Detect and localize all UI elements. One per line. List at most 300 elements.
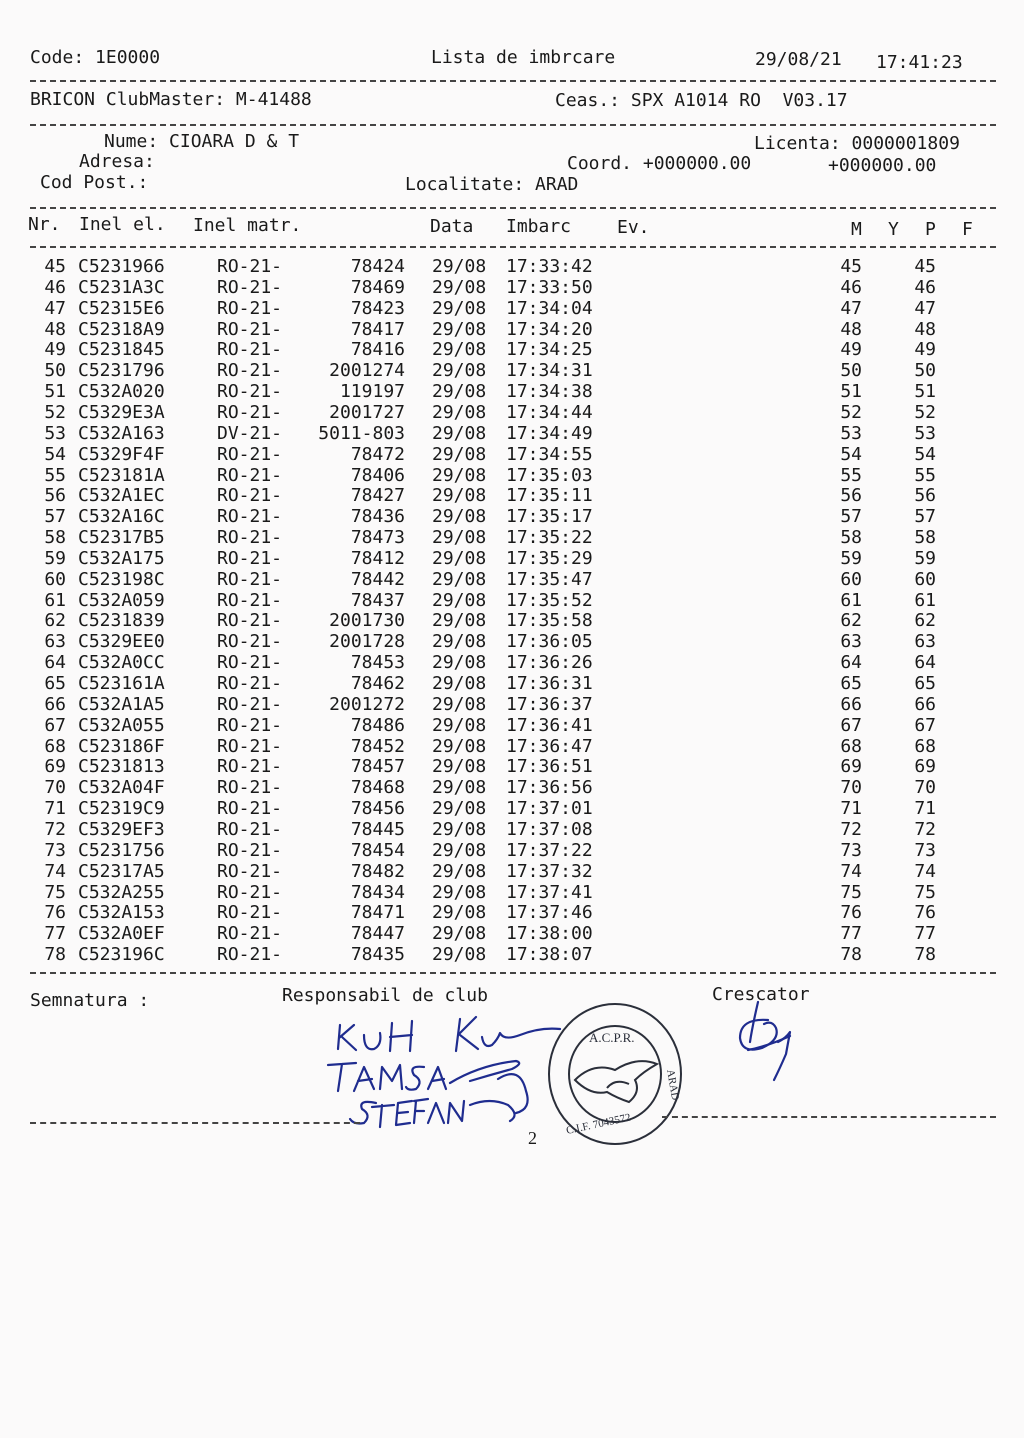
row-m: 60 (840, 568, 862, 590)
row-ring-prefix: RO-21- (217, 631, 283, 653)
row-ring-prefix: RO-21- (217, 902, 283, 924)
row-nr: 68 (44, 735, 66, 757)
row-inel-el: C532A055 (78, 714, 165, 736)
row-ring-number: 78452 (350, 735, 405, 757)
row-ring-number: 78472 (350, 443, 405, 465)
row-ring-number: 78423 (350, 297, 405, 319)
row-date: 29/08 (432, 339, 487, 361)
row-date: 29/08 (432, 902, 487, 924)
table-row (0, 819, 1024, 840)
row-m: 71 (840, 798, 862, 820)
signature-stroke (372, 1105, 394, 1127)
row-date: 29/08 (432, 673, 487, 694)
row-date: 29/08 (432, 422, 487, 444)
row-date: 29/08 (432, 923, 487, 945)
table-row (0, 569, 1024, 590)
row-inel-el: C532A020 (78, 381, 165, 403)
row-ring-prefix: RO-21- (217, 735, 283, 757)
row-p: 54 (914, 443, 936, 465)
row-time: 17:37:22 (506, 839, 593, 861)
pigeon-wing (607, 1082, 629, 1088)
row-ring-number: 2001274 (329, 360, 405, 382)
separator-line (30, 972, 996, 974)
row-ring-prefix: RO-21- (217, 839, 283, 861)
row-date: 29/08 (432, 839, 487, 861)
table-row (0, 652, 1024, 673)
row-ring-prefix: RO-21- (217, 443, 283, 465)
row-m: 61 (840, 589, 862, 611)
table-row (0, 339, 1024, 360)
row-inel-el: C5329E3A (78, 401, 165, 423)
row-inel-el: C52319C9 (78, 798, 165, 820)
row-m: 52 (840, 401, 862, 423)
row-inel-el: C52318A9 (78, 318, 165, 340)
row-nr: 56 (44, 485, 66, 507)
row-inel-el: C52317B5 (78, 527, 165, 549)
table-row (0, 673, 1024, 694)
row-m: 45 (840, 256, 862, 277)
row-m: 74 (840, 860, 862, 882)
row-p: 61 (914, 589, 936, 611)
row-m: 70 (840, 777, 862, 799)
table-row (0, 319, 1024, 340)
row-ring-number: 78456 (350, 798, 405, 820)
page-number: 2 (528, 1128, 537, 1148)
col-ev: Ev. (617, 217, 650, 238)
row-inel-el: C532A163 (78, 422, 165, 444)
separator-line (30, 80, 996, 82)
row-inel-el: C5231A3C (78, 276, 165, 298)
row-time: 17:36:51 (506, 756, 593, 778)
row-ring-number: 78473 (350, 527, 405, 549)
row-date: 29/08 (432, 610, 487, 632)
row-p: 62 (914, 610, 936, 632)
row-ring-number: 2001727 (329, 401, 405, 423)
row-inel-el: C5329EF3 (78, 818, 165, 840)
table-row (0, 882, 1024, 903)
row-date: 29/08 (432, 256, 487, 277)
row-date: 29/08 (432, 652, 487, 674)
row-p: 76 (914, 902, 936, 924)
row-inel-el: C5231796 (78, 360, 165, 382)
stamp-bottom-text: C.I.F. 7043572 (565, 1111, 632, 1137)
row-m: 66 (840, 693, 862, 715)
col-imbarc: Imbarc (506, 216, 572, 237)
row-nr: 76 (44, 902, 66, 924)
row-nr: 50 (44, 360, 66, 382)
table-row (0, 631, 1024, 652)
row-inel-el: C523186F (78, 735, 165, 757)
row-m: 76 (840, 902, 862, 924)
signature-stroke (450, 1061, 519, 1083)
signature-stroke (354, 1067, 374, 1091)
row-nr: 60 (44, 568, 66, 590)
col-inel-el: Inel el. (79, 214, 166, 235)
row-p: 53 (914, 422, 936, 444)
code-label: Code: 1E0000 (30, 47, 161, 68)
table-row (0, 590, 1024, 611)
row-ring-number: 5011-803 (318, 422, 405, 444)
row-ring-prefix: RO-21- (217, 693, 283, 715)
row-m: 51 (840, 381, 862, 403)
row-m: 67 (840, 714, 862, 736)
row-date: 29/08 (432, 881, 487, 903)
row-time: 17:36:31 (506, 673, 593, 694)
row-inel-el: C523161A (78, 673, 165, 694)
row-ring-prefix: RO-21- (217, 297, 283, 319)
row-time: 17:37:08 (506, 818, 593, 840)
col-inel-matr: Inel matr. (193, 215, 302, 236)
row-ring-prefix: RO-21- (217, 610, 283, 632)
print-time: 17:41:23 (876, 52, 963, 73)
separator-line (30, 207, 996, 209)
row-m: 59 (840, 547, 862, 569)
row-nr: 58 (44, 527, 66, 549)
row-p: 68 (914, 735, 936, 757)
row-nr: 48 (44, 318, 66, 340)
table-row (0, 902, 1024, 923)
separator-line (30, 124, 996, 126)
row-ring-prefix: RO-21- (217, 339, 283, 361)
print-date: 29/08/21 (755, 49, 842, 70)
row-ring-prefix: RO-21- (217, 881, 283, 903)
row-inel-el: C532A1A5 (78, 693, 165, 715)
row-m: 65 (840, 673, 862, 694)
row-p: 72 (914, 818, 936, 840)
row-ring-prefix: RO-21- (217, 944, 283, 966)
row-ring-number: 78453 (350, 652, 405, 674)
table-row (0, 923, 1024, 944)
row-ring-number: 2001272 (329, 693, 405, 715)
signature-stroke (390, 1021, 412, 1051)
row-nr: 65 (44, 673, 66, 694)
row-date: 29/08 (432, 860, 487, 882)
row-inel-el: C5231845 (78, 339, 165, 361)
row-nr: 61 (44, 589, 66, 611)
row-m: 68 (840, 735, 862, 757)
row-p: 51 (914, 381, 936, 403)
breeder-label: Crescator (712, 984, 810, 1005)
club-stamp (545, 1000, 685, 1150)
row-ring-prefix: RO-21- (217, 798, 283, 820)
signature-stroke (406, 1067, 424, 1090)
row-ring-prefix: DV-21- (217, 422, 283, 444)
row-ring-number: 78417 (350, 318, 405, 340)
row-ring-number: 78424 (350, 256, 405, 277)
row-inel-el: C5231966 (78, 256, 165, 277)
row-p: 63 (914, 631, 936, 653)
row-date: 29/08 (432, 381, 487, 403)
row-p: 64 (914, 652, 936, 674)
row-m: 53 (840, 422, 862, 444)
row-time: 17:36:56 (506, 777, 593, 799)
row-m: 73 (840, 839, 862, 861)
signature-stroke (740, 1020, 777, 1050)
row-date: 29/08 (432, 631, 487, 653)
row-ring-prefix: RO-21- (217, 777, 283, 799)
row-time: 17:36:05 (506, 631, 593, 653)
table-row (0, 527, 1024, 548)
row-time: 17:38:00 (506, 923, 593, 945)
row-m: 47 (840, 297, 862, 319)
signature-stroke (428, 1067, 446, 1089)
row-time: 17:36:26 (506, 652, 593, 674)
row-nr: 51 (44, 381, 66, 403)
row-inel-el: C5231813 (78, 756, 165, 778)
row-inel-el: C532A059 (78, 589, 165, 611)
row-ring-prefix: RO-21- (217, 485, 283, 507)
row-p: 60 (914, 568, 936, 590)
row-nr: 75 (44, 881, 66, 903)
row-p: 74 (914, 860, 936, 882)
table-row (0, 861, 1024, 882)
row-time: 17:35:11 (506, 485, 593, 507)
clock-label: Ceas.: SPX A1014 RO V03.17 (555, 90, 848, 111)
row-m: 55 (840, 464, 862, 486)
row-p: 77 (914, 923, 936, 945)
row-ring-number: 78468 (350, 777, 405, 799)
row-time: 17:37:46 (506, 902, 593, 924)
row-ring-prefix: RO-21- (217, 589, 283, 611)
row-time: 17:37:41 (506, 881, 593, 903)
row-p: 57 (914, 506, 936, 528)
table-row (0, 277, 1024, 298)
row-inel-el: C532A255 (78, 881, 165, 903)
row-date: 29/08 (432, 360, 487, 382)
address-label: Adresa: (79, 151, 155, 172)
signature-stroke (456, 1017, 478, 1051)
row-nr: 45 (44, 256, 66, 277)
row-m: 49 (840, 339, 862, 361)
row-time: 17:34:25 (506, 339, 593, 361)
row-time: 17:38:07 (506, 944, 593, 966)
table-row (0, 756, 1024, 777)
row-nr: 59 (44, 547, 66, 569)
row-inel-el: C523196C (78, 944, 165, 966)
row-nr: 63 (44, 631, 66, 653)
row-time: 17:33:42 (506, 256, 593, 277)
row-inel-el: C5231839 (78, 610, 165, 632)
row-time: 17:34:04 (506, 297, 593, 319)
row-m: 64 (840, 652, 862, 674)
row-ring-number: 78445 (350, 818, 405, 840)
row-ring-number: 2001728 (329, 631, 405, 653)
license-number: Licenta: 0000001809 (754, 133, 960, 154)
table-row (0, 360, 1024, 381)
col-m: M (851, 219, 862, 240)
table-row (0, 777, 1024, 798)
row-ring-number: 78434 (350, 881, 405, 903)
row-nr: 54 (44, 443, 66, 465)
row-m: 58 (840, 527, 862, 549)
row-nr: 46 (44, 276, 66, 298)
row-date: 29/08 (432, 276, 487, 298)
row-time: 17:36:47 (506, 735, 593, 757)
row-m: 54 (840, 443, 862, 465)
row-m: 50 (840, 360, 862, 382)
row-p: 65 (914, 673, 936, 694)
row-ring-prefix: RO-21- (217, 923, 283, 945)
row-time: 17:33:50 (506, 276, 593, 298)
row-inel-el: C532A1EC (78, 485, 165, 507)
row-date: 29/08 (432, 297, 487, 319)
row-m: 62 (840, 610, 862, 632)
row-nr: 73 (44, 839, 66, 861)
row-p: 75 (914, 881, 936, 903)
row-m: 57 (840, 506, 862, 528)
row-ring-number: 78482 (350, 860, 405, 882)
row-time: 17:35:29 (506, 547, 593, 569)
row-ring-number: 78437 (350, 589, 405, 611)
row-date: 29/08 (432, 777, 487, 799)
row-ring-prefix: RO-21- (217, 464, 283, 486)
coordinate-2: +000000.00 (828, 155, 937, 176)
row-time: 17:36:41 (506, 714, 593, 736)
row-p: 56 (914, 485, 936, 507)
row-inel-el: C532A04F (78, 777, 165, 799)
row-inel-el: C5329EE0 (78, 631, 165, 653)
col-data: Data (430, 216, 474, 237)
row-ring-prefix: RO-21- (217, 527, 283, 549)
table-row (0, 256, 1024, 277)
signature-stroke (414, 1099, 428, 1123)
row-m: 72 (840, 818, 862, 840)
row-date: 29/08 (432, 798, 487, 820)
row-date: 29/08 (432, 735, 487, 757)
row-inel-el: C523198C (78, 568, 165, 590)
col-f: F (962, 219, 973, 240)
row-date: 29/08 (432, 944, 487, 966)
row-p: 46 (914, 276, 936, 298)
row-p: 52 (914, 401, 936, 423)
row-ring-number: 78406 (350, 464, 405, 486)
row-p: 50 (914, 360, 936, 382)
row-ring-number: 2001730 (329, 610, 405, 632)
row-nr: 57 (44, 506, 66, 528)
row-p: 47 (914, 297, 936, 319)
row-ring-number: 78471 (350, 902, 405, 924)
row-ring-number: 78427 (350, 485, 405, 507)
row-nr: 55 (44, 464, 66, 486)
row-ring-number: 78416 (350, 339, 405, 361)
table-row (0, 298, 1024, 319)
row-m: 75 (840, 881, 862, 903)
row-nr: 47 (44, 297, 66, 319)
row-p: 73 (914, 839, 936, 861)
row-inel-el: C52317A5 (78, 860, 165, 882)
row-ring-number: 78447 (350, 923, 405, 945)
row-ring-prefix: RO-21- (217, 381, 283, 403)
row-inel-el: C523181A (78, 464, 165, 486)
row-nr: 67 (44, 714, 66, 736)
row-date: 29/08 (432, 506, 487, 528)
row-p: 70 (914, 777, 936, 799)
row-inel-el: C52315E6 (78, 297, 165, 319)
row-ring-number: 78486 (350, 714, 405, 736)
separator-line (30, 246, 996, 248)
row-m: 77 (840, 923, 862, 945)
clubmaster-label: BRICON ClubMaster: M-41488 (30, 89, 312, 110)
signature-baseline-right (662, 1116, 996, 1118)
row-nr: 69 (44, 756, 66, 778)
row-p: 66 (914, 693, 936, 715)
table-row (0, 423, 1024, 444)
row-time: 17:34:31 (506, 360, 593, 382)
table-row (0, 694, 1024, 715)
row-date: 29/08 (432, 589, 487, 611)
table-row (0, 506, 1024, 527)
row-time: 17:37:32 (506, 860, 593, 882)
row-time: 17:35:58 (506, 610, 593, 632)
row-p: 78 (914, 944, 936, 966)
signature-label: Semnatura : (30, 990, 150, 1011)
row-date: 29/08 (432, 547, 487, 569)
signature-stroke (470, 1101, 515, 1121)
row-ring-prefix: RO-21- (217, 818, 283, 840)
row-p: 67 (914, 714, 936, 736)
row-date: 29/08 (432, 464, 487, 486)
row-inel-el: C532A0CC (78, 652, 165, 674)
row-time: 17:35:22 (506, 527, 593, 549)
row-time: 17:34:44 (506, 401, 593, 423)
signature-baseline-left (30, 1122, 360, 1124)
row-m: 48 (840, 318, 862, 340)
signature-stroke (338, 1025, 356, 1050)
table-row (0, 944, 1024, 965)
row-nr: 77 (44, 923, 66, 945)
row-ring-prefix: RO-21- (217, 360, 283, 382)
row-nr: 71 (44, 798, 66, 820)
row-p: 49 (914, 339, 936, 361)
signature-stroke (364, 1033, 380, 1049)
signature-stroke (328, 1063, 356, 1091)
row-p: 71 (914, 798, 936, 820)
row-time: 17:35:03 (506, 464, 593, 486)
row-m: 78 (840, 944, 862, 966)
row-p: 58 (914, 527, 936, 549)
row-date: 29/08 (432, 818, 487, 840)
row-time: 17:36:37 (506, 693, 593, 715)
row-p: 59 (914, 547, 936, 569)
row-ring-prefix: RO-21- (217, 506, 283, 528)
signature-stroke (498, 1074, 528, 1113)
row-ring-number: 78457 (350, 756, 405, 778)
coordinate-1: Coord. +000000.00 (567, 153, 752, 174)
table-row (0, 402, 1024, 423)
col-y: Y (888, 219, 899, 240)
row-ring-number: 78435 (350, 944, 405, 966)
signature-stroke (448, 1101, 464, 1123)
row-inel-el: C5329F4F (78, 443, 165, 465)
table-row (0, 736, 1024, 757)
table-row (0, 610, 1024, 631)
row-m: 69 (840, 756, 862, 778)
club-responsible-label: Responsabil de club (282, 985, 488, 1006)
row-m: 56 (840, 485, 862, 507)
signature-stroke (396, 1101, 412, 1125)
row-ring-number: 78454 (350, 839, 405, 861)
row-inel-el: C532A153 (78, 902, 165, 924)
row-ring-number: 78436 (350, 506, 405, 528)
signature-stroke (350, 1102, 376, 1124)
row-nr: 72 (44, 818, 66, 840)
row-time: 17:34:55 (506, 443, 593, 465)
row-ring-prefix: RO-21- (217, 714, 283, 736)
postal-code-label: Cod Post.: (40, 172, 149, 193)
row-date: 29/08 (432, 756, 487, 778)
row-nr: 62 (44, 610, 66, 632)
row-ring-prefix: RO-21- (217, 547, 283, 569)
